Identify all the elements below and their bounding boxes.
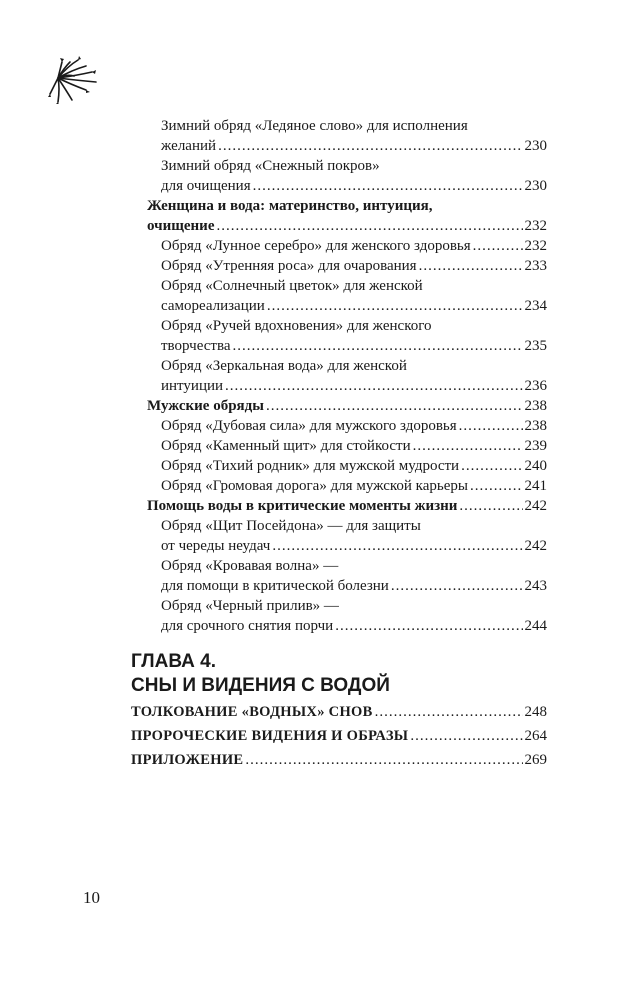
- dot-leader: [375, 702, 523, 722]
- toc-page-number: 235: [524, 338, 547, 354]
- toc-entry-title: для помощи в критической болезни: [161, 578, 389, 594]
- toc-entry-title: для очищения: [161, 178, 251, 194]
- toc-page-number: 248: [524, 704, 547, 720]
- toc-page-number: 232: [524, 238, 547, 254]
- toc-entry-title: Обряд «Дубовая сила» для мужского здоровья: [161, 418, 457, 434]
- dot-leader: [225, 376, 522, 396]
- toc-page-number: 240: [524, 458, 547, 474]
- toc-section-title: ПРОРОЧЕСКИЕ ВИДЕНИЯ И ОБРАЗЫ: [131, 728, 409, 744]
- toc-page-number: 242: [524, 538, 547, 554]
- toc-entry[interactable]: [161, 616, 547, 636]
- toc-page-number: 232: [524, 218, 547, 234]
- dot-leader: [413, 436, 523, 456]
- toc-entry-title: для срочного снятия порчи: [161, 618, 334, 634]
- toc-entry-line: Обряд «Ручей вдохновения» для женского: [161, 318, 432, 334]
- toc-entry-title: самореализации: [161, 298, 265, 314]
- dot-leader: [245, 750, 522, 770]
- toc-section-title: ПРИЛОЖЕНИЕ: [131, 752, 244, 768]
- dot-leader: [218, 136, 522, 156]
- toc-entry-line: Обряд «Кровавая волна» —: [161, 558, 339, 574]
- toc-entry[interactable]: [161, 416, 547, 436]
- chapter-title: СНЫ И ВИДЕНИЯ С ВОДОЙ: [131, 675, 390, 696]
- toc-page-number: 238: [524, 418, 547, 434]
- toc-chapter-section[interactable]: [131, 702, 547, 722]
- toc-chapter-section[interactable]: [131, 750, 547, 770]
- toc-page-number: 236: [524, 378, 547, 394]
- toc-entry-title: творчества: [161, 338, 231, 354]
- toc-section-title: Мужские обряды: [147, 398, 264, 414]
- toc-entry[interactable]: [161, 336, 547, 356]
- toc-entry-title: Обряд «Каменный щит» для стойкости: [161, 438, 411, 454]
- toc-section[interactable]: [147, 396, 547, 416]
- dot-leader: [419, 256, 523, 276]
- toc-entry-title: Обряд «Громовая дорога» для мужской карьеры: [161, 478, 468, 494]
- dot-leader: [272, 536, 522, 556]
- toc-entry-title: от череды неудач: [161, 538, 271, 554]
- dot-leader: [266, 396, 523, 416]
- toc-section-title: очищение: [147, 218, 215, 234]
- toc-section-title: ТОЛКОВАНИЕ «ВОДНЫХ» СНОВ: [131, 704, 373, 720]
- toc-page-number: 243: [524, 578, 547, 594]
- toc-entry-line: Зимний обряд «Ледяное слово» для исполнения: [161, 118, 468, 134]
- dot-leader: [335, 616, 522, 636]
- toc-page-number: 230: [524, 138, 547, 154]
- toc-entry[interactable]: [161, 236, 547, 256]
- dot-leader: [253, 176, 523, 196]
- toc-entry[interactable]: [161, 476, 547, 496]
- toc-entry-title: Обряд «Утренняя роса» для очарования: [161, 258, 417, 274]
- toc-entry-line: Обряд «Черный прилив» —: [161, 598, 339, 614]
- dot-leader: [216, 216, 522, 236]
- toc-page-number: 239: [524, 438, 547, 454]
- toc-page-number: 238: [524, 398, 547, 414]
- toc-entry[interactable]: [161, 376, 547, 396]
- toc-entry-title: Обряд «Лунное серебро» для женского здоровья: [161, 238, 471, 254]
- toc-entry-line: Обряд «Щит Посейдона» — для защиты: [161, 518, 421, 534]
- toc-entry[interactable]: [161, 436, 547, 456]
- toc-entry[interactable]: [161, 456, 547, 476]
- toc-entry[interactable]: [161, 536, 547, 556]
- toc-entry[interactable]: [161, 256, 547, 276]
- toc-entry-line: Обряд «Солнечный цветок» для женской: [161, 278, 423, 294]
- dot-leader: [470, 476, 523, 496]
- toc-entry[interactable]: [161, 576, 547, 596]
- toc-entry-title: желаний: [161, 138, 217, 154]
- dot-leader: [473, 236, 523, 256]
- toc-page-number: 244: [524, 618, 547, 634]
- toc-page-number: 233: [524, 258, 547, 274]
- toc-page-number: 269: [524, 752, 547, 768]
- toc-entry-title: Обряд «Тихий родник» для мужской мудрости: [161, 458, 460, 474]
- toc-page-number: 241: [524, 478, 547, 494]
- dot-leader: [233, 336, 523, 356]
- dot-leader: [410, 726, 522, 746]
- page-number: 10: [83, 888, 100, 907]
- toc-entry[interactable]: [161, 296, 547, 316]
- toc-entry-title: интуиции: [161, 378, 224, 394]
- toc-section-title: Помощь воды в критические моменты жизни: [147, 498, 458, 514]
- dot-leader: [391, 576, 523, 596]
- toc-section-line: Женщина и вода: материнство, интуиция,: [147, 198, 433, 214]
- toc-page-number: 242: [524, 498, 547, 514]
- chapter-number: ГЛАВА 4.: [131, 651, 216, 672]
- toc-page-number: 234: [524, 298, 547, 314]
- dot-leader: [459, 496, 522, 516]
- dot-leader: [459, 416, 523, 436]
- dot-leader: [267, 296, 523, 316]
- toc-page-number: 230: [524, 178, 547, 194]
- toc-chapter-section[interactable]: [131, 726, 547, 746]
- toc-entry-line: Зимний обряд «Снежный покров»: [161, 158, 380, 174]
- toc-entry-line: Обряд «Зеркальная вода» для женской: [161, 358, 407, 374]
- toc-section[interactable]: [147, 496, 547, 516]
- toc-entry[interactable]: [161, 136, 547, 156]
- dot-leader: [461, 456, 522, 476]
- sun-rays-icon: [48, 56, 102, 104]
- toc-entry[interactable]: [161, 176, 547, 196]
- toc-section[interactable]: [147, 216, 547, 236]
- toc-page-number: 264: [524, 728, 547, 744]
